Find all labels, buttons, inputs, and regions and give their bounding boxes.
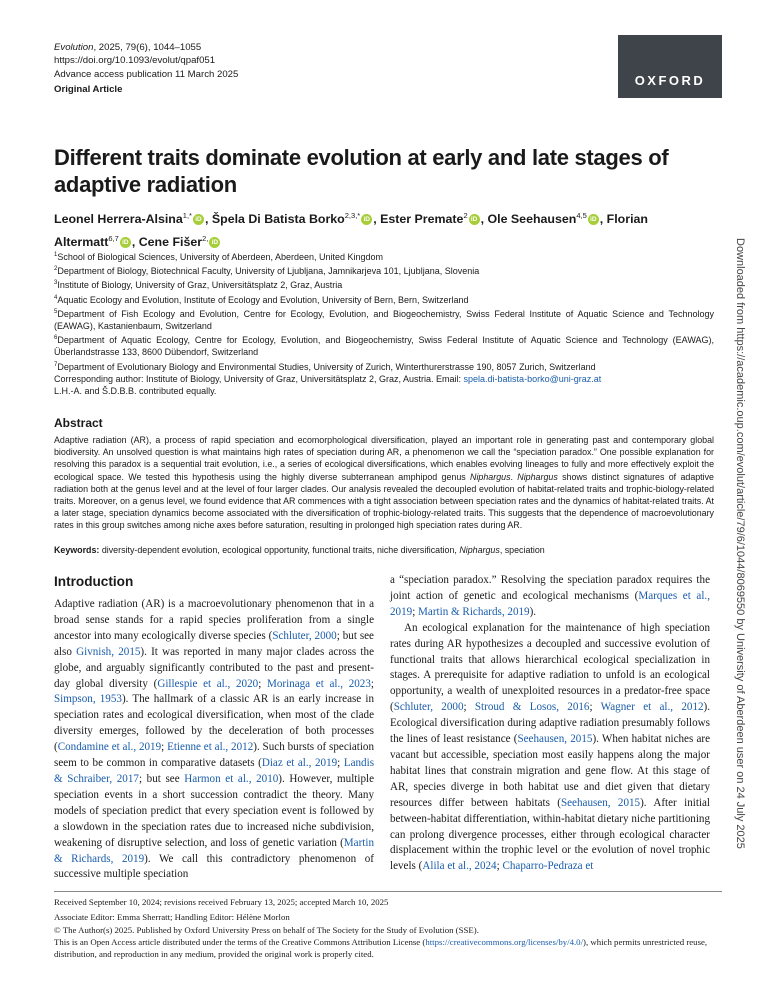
citation-link[interactable]: Chaparro-Pedraza et (502, 860, 594, 873)
affiliation-item: $^1$School of Biological Sciences, University of Aberdeen, Aberdeen, United Kingdom (54, 252, 384, 262)
journal-name: Evolution (54, 42, 94, 53)
citation-link[interactable]: Diaz et al., 2019 (261, 757, 338, 770)
body-column-right (390, 573, 710, 875)
citation-link[interactable]: Landis & Schraiber, 2017 (54, 757, 375, 785)
journal-citation (54, 41, 238, 54)
article-type: Original Article (54, 83, 123, 95)
editors: Associate Editor: Emma Sherratt; Handling Editor: Hélène Morlon (54, 912, 290, 923)
orcid-icon[interactable]: iD (361, 214, 372, 225)
footer-divider (54, 891, 722, 892)
orcid-icon[interactable]: iD (193, 214, 204, 225)
author-affiliation-marker: 2,3,* (344, 211, 361, 220)
citation-link[interactable]: Etienne et al., 2012 (167, 741, 254, 754)
orcid-icon[interactable]: iD (588, 214, 599, 225)
introduction-heading: Introduction (54, 574, 134, 589)
corresponding-author: Corresponding author: Institute of Biology, University of Graz, Universitätsplatz 2, Graz, Austria. Email: spela.di-batista-borko@uni-graz.at (54, 373, 602, 384)
author-list: Leonel Herrera-Alsina$^{1,*}$ iD , Špela Di Batista Borko$^{2,3,*}$ iD , Ester Premate$^2$ iD , Ole Seehausen$^{4,5}$ iD , Florian Altermatt$^{6,7}$ iD , Cene Fišer$^{2,}$ iD (54, 211, 648, 250)
author-name: Ole Seehausen (487, 212, 577, 227)
keywords-label: Keywords: (54, 545, 100, 555)
author-affiliation-marker: 4,5 (576, 211, 587, 220)
orcid-icon[interactable]: iD (120, 237, 131, 248)
license: This is an Open Access article distributed under the terms of the Creative Commons Attribution License (https://creativecommons.org/licenses/by/4.0/), which permits unrestricted reuse, distribution, and reproduction in any medium, provided the original work is properly cited. (54, 936, 708, 960)
equal-contribution-note: L.H.-A. and Š.D.B.B. contributed equally. (54, 386, 217, 397)
intro-paragraph-1: Adaptive radiation (AR) is a macroevolutionary phenomenon that in a broad sense stands for a rapid species proliferation from a single ancestor into many ecologically diverse species (Schluter, 2000; but see also Givnish, 2015). It was reported in many major clades across the globe, and arguably significantly contributed to the past and present-day global diversity (Gillespie et al., 2020; Morinaga et al., 2023; Simpson, 1953). The hallmark of a classic AR is an early increase in speciation rates and ecological diversification, when most of the clade diversity emerges, followed by the deceleration of both processes (Condamine et al., 2019; Etienne et al., 2012). Such bursts of speciation seem to be common in comparative datasets (Diaz et al., 2019; Landis & Schraiber, 2017; but see Harmon et al., 2010). However, multiple speciation events in a short succession contradict the theory. Many models of speciation predict that every speciation event is followed by a slowdown in the speciation rates due to increased niche subdivision, weakening of disruptive selection, and loss of genetic variation (Martin & Richards, 2019). We call this contradictory phenomenon of successive multiple speciation (54, 598, 375, 881)
keywords: Keywords: diversity-dependent evolution, ecological opportunity, functional traits, niche diversification, Niphargus, speciation (54, 545, 545, 555)
article-meta (54, 41, 238, 96)
email-link[interactable]: spela.di-batista-borko@uni-graz.at (463, 373, 602, 384)
citation-link[interactable]: Harmon et al., 2010 (184, 772, 279, 785)
author-name: Cene Fišer (138, 235, 203, 250)
citation-link[interactable]: Martin & Richards, 2019 (54, 836, 374, 865)
orcid-icon[interactable]: iD (469, 214, 480, 225)
intro-paragraph-2: a “speciation paradox.” Resolving the speciation paradox requires the joint action of genetic and ecological mechanisms (Marques et al., 2019; Martin & Richards, 2019). (390, 574, 710, 618)
citation-link[interactable]: Morinaga et al., 2023 (266, 677, 371, 690)
doi-link[interactable]: https://doi.org/10.1093/evolut/qpaf051 (54, 55, 216, 67)
article-footer (54, 896, 722, 960)
received-dates: Received September 10, 2024; revisions received February 13, 2025; accepted March 10, 2025 (54, 897, 389, 907)
citation-link[interactable]: Stroud & Losos, 2016 (474, 701, 590, 714)
abstract-text: Adaptive radiation (AR), a process of rapid speciation and ecomorphological diversification, played an important role in generating past and contemporary global biodiversity. An unsolved question is what maintains high rates of speciation during AR, a phenomenon we call the “speciation paradox.” One possible explanation for resolving this paradox is a sequential trait evolution, i.e., a series of ecological diversifications, which enables evolving lineages to fully and more effectively exploit the ecological space. We tested this hypothesis using the highly diverse subterranean amphipod genus Niphargus. Niphargus shows distinct signatures of adaptive radiation both at the genus level and at the level of four larger clades. Our analysis revealed the decoupled evolution of habitat-related traits and trophic-biology-related traits. Moreover, on a genus level, we found evidence that AR commences with a tight association between speciation rates and the dynamics of habitat-related traits. At a later stage, speciation dynamics become associated with the diversification of trophic-biology-related traits. This suggests that the dependence of macroevolutionary rates in this group switches among niche axes before saturation, resulting in prolonged high speciation rates during AR. (54, 435, 714, 531)
author-affiliation-marker: 1,* (182, 211, 192, 220)
citation-link[interactable]: Seehausen, 2015 (560, 796, 641, 809)
citation-details: , 2025, 79(6), 1044–1055 (93, 42, 202, 53)
orcid-icon[interactable]: iD (209, 237, 220, 248)
citation-link[interactable]: Gillespie et al., 2020 (157, 677, 259, 690)
affiliation-item: $^3$Institute of Biology, University of Graz, Universitätsplatz 2, Graz, Austria (54, 280, 343, 291)
abstract-heading: Abstract (54, 416, 103, 430)
citation-link[interactable]: Martin & Richards, 2019 (418, 605, 530, 618)
license-link[interactable]: https://creativecommons.org/licenses/by/4.0/ (425, 936, 584, 947)
citation-link[interactable]: Schluter, 2000 (272, 629, 337, 642)
citation-link[interactable]: Wagner et al., 2012 (600, 701, 704, 714)
author-name: Špela Di Batista Borko (211, 212, 345, 227)
citation-link[interactable]: Simpson, 1953 (54, 693, 122, 706)
publisher-logo: OXFORD (618, 35, 722, 98)
affiliations (54, 249, 714, 397)
citation-link[interactable]: Marques et al., 2019 (390, 589, 710, 618)
affiliation-item: $^2$Department of Biology, Biotechnical Faculty, University of Ljubljana, Jamnikarjeva 101, Ljubljana, Slovenia (54, 266, 480, 277)
author-affiliation-marker: 6,7 (108, 234, 119, 244)
download-watermark: Downloaded from https://academic.oup.com/evolut/article/79/6/1044/8069550 by University of Aberdeen user on 24 July 2025 (734, 238, 746, 849)
author-affiliation-marker: 2 (463, 211, 468, 220)
citation-link[interactable]: Alila et al., 2024 (422, 860, 497, 873)
author-name: Florian Altermatt (54, 212, 648, 250)
citation-link[interactable]: Givnish, 2015 (76, 645, 141, 658)
body-column-left (54, 573, 374, 883)
author-affiliation-marker: 2, (202, 234, 209, 244)
affiliation-item: $^5$Department of Fish Ecology and Evolution, Centre for Ecology, Evolution, and Biogeochemistry, Swiss Federal Institute of Aquatic Science and Technology (EAWAG), Kastanienbaum, Switzerland (54, 308, 714, 332)
citation-link[interactable]: Seehausen, 2015 (517, 733, 593, 746)
author-name: Ester Premate (380, 212, 464, 227)
intro-paragraph-3: An ecological explanation for the maintenance of high speciation rates during AR hypothesizes a decoupled and successive evolution of functional traits that allows hierarchical ecological specialization in stages. A prerequisite for adaptive radiation to unfold is an ecological opportunity, a wealth of unexploited resources in a predator-free space (Schluter, 2000; Stroud & Losos, 2016; Wagner et al., 2012). Ecological diversification during adaptive radiation presumably follows the lines of least resistance (Seehausen, 2015). When habitat niches are vacant but accessible, speciation most easily happens along the major habitat lines that constrain migration and gene flow. At this stage of AR, species diverge in both habitat use and diet given that dietary resources differ between habitats (Seehausen, 2015). After initial between-habitat differentiation, within-habitat dietary niche partitioning can prolong divergence processes, either through ecological character displacement within the trophic level or the evolution of novel trophic levels (Alila et al., 2024; Chaparro-Pedraza et (390, 621, 711, 873)
author-name: Leonel Herrera-Alsina (54, 212, 183, 227)
citation-link[interactable]: Condamine et al., 2019 (57, 741, 162, 754)
access-date: Advance access publication 11 March 2025 (54, 68, 239, 80)
affiliation-item: $^4$Aquatic Ecology and Evolution, Institute of Ecology and Evolution, University of Bern, Bern, Switzerland (54, 294, 469, 305)
copyright: © The Author(s) 2025. Published by Oxford University Press on behalf of The Society for the Study of Evolution (SSE). (54, 924, 479, 935)
article-title: Different traits dominate evolution at early and late stages of adaptive radiation (54, 145, 669, 197)
citation-link[interactable]: Schluter, 2000 (393, 701, 464, 714)
affiliation-item: $^7$Department of Evolutionary Biology and Environmental Studies, University of Zurich, Winterthurerstrasse 190, 8057 Zurich, Switzerland (54, 361, 596, 372)
affiliation-item: $^6$Department of Aquatic Ecology, Centre for Ecology, Evolution, and Biogeochemistry, Swiss Federal Institute of Aquatic Science and Technology (EAWAG), Überlandstrasse 133, 8600 Dübendorf, Switzerland (54, 335, 714, 358)
